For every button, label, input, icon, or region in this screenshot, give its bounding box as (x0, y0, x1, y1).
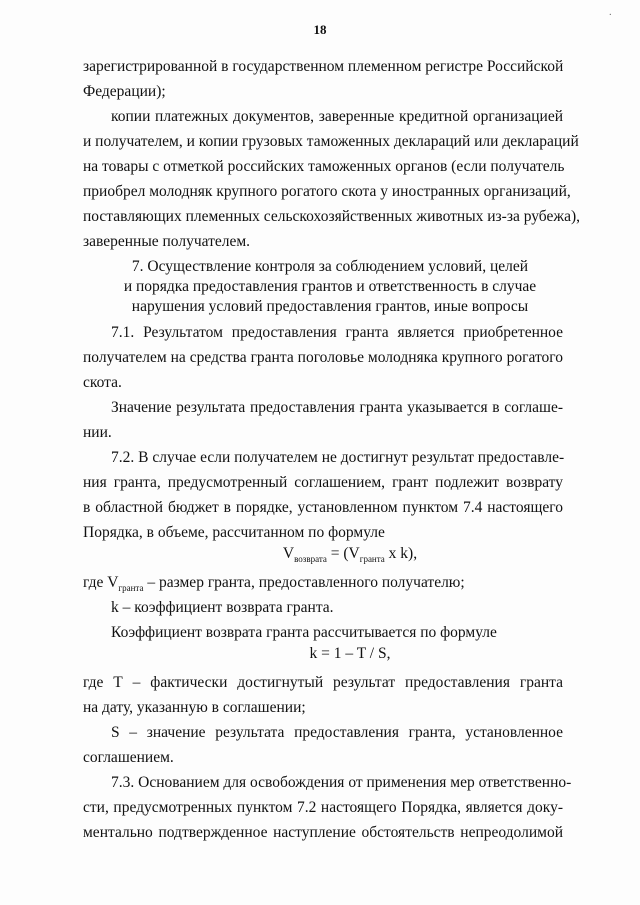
paragraph-7-2 (83, 445, 563, 545)
text-line: ментально подтвержденное наступление обстоятельств непреодолимой (83, 824, 563, 841)
text-line: на товары с отметкой российских таможенных органов (если получатель (83, 158, 565, 175)
paragraph-7-1 (83, 320, 563, 395)
text-line: ния гранта, предусмотренный соглашением, грант подлежит возврату (83, 474, 563, 491)
heading-line: 7. Осуществление контроля за соблюдением условий, целей (131, 258, 529, 275)
text-line: 7.3. Основанием для освобождения от применения мер ответственно- (111, 774, 572, 791)
text-line: k – коэффициент возврата гранта. (111, 599, 334, 616)
heading-line: нарушения условий предоставления грантов, иные вопросы (131, 298, 529, 315)
text-line: на дату, указанную в соглашении; (83, 699, 306, 716)
text-line: Коэффициент возврата гранта рассчитывается по формуле (111, 624, 497, 641)
text-line: S – значение результата предоставления гранта, установленное (111, 724, 563, 741)
page-number: 18 (313, 22, 327, 37)
formula-subscript: возврата (294, 554, 327, 565)
formula-part: x k), (384, 545, 418, 562)
paragraph-7-3 (83, 770, 572, 845)
coefficient-intro (83, 620, 563, 645)
definition-k (83, 595, 563, 620)
formula-part: = (V (326, 545, 360, 562)
formula-symbol: V (282, 545, 295, 562)
text-line: Значение результата предоставления гранта указывается в соглаше- (111, 399, 563, 416)
formula-subscript: гранта (118, 583, 144, 594)
definition-prefix: где V (83, 574, 119, 591)
text-line: Порядка, в объеме, рассчитанном по формуле (83, 524, 385, 541)
text-line: заверенные получателем. (83, 233, 251, 250)
heading-line: и порядка предоставления грантов и ответственность в случае (123, 278, 537, 295)
text-line: приобрел молодняк крупного рогатого скота у иностранных организаций, (83, 183, 571, 200)
text-line: зарегистрированной в государственном племенном регистре Российской (83, 58, 564, 75)
registry-paragraph (83, 54, 563, 104)
text-line: получателем на средства гранта поголовье молодняка крупного рогатого (83, 349, 563, 366)
text-line: соглашением. (83, 749, 174, 766)
section-heading (120, 257, 540, 317)
text-line: и получателем, и копии грузовых таможенных деклараций или деклараций (83, 133, 579, 150)
coefficient-formula: k = 1 – T / S, (309, 645, 391, 662)
text-line: где Т – фактически достигнутый результат предоставления гранта (83, 674, 563, 691)
text-line: копии платежных документов, заверенные кредитной организацией (111, 108, 563, 125)
paragraph-7-1-value (83, 395, 563, 445)
formula-subscript: гранта (359, 554, 385, 565)
text-line: сти, предусмотренных пунктом 7.2 настоящего Порядка, является доку- (83, 799, 563, 816)
text-line: Федерации); (83, 83, 166, 100)
text-line: 7.2. В случае если получателем не достигнут результат предоставле- (111, 449, 565, 466)
return-formula (0, 545, 640, 564)
payment-documents-paragraph (83, 104, 580, 254)
text-line: в областной бюджет в порядке, установленном пунктом 7.4 настоящего (83, 499, 563, 516)
text-line: поставляющих племенных сельскохозяйственных животных из-за рубежа), (83, 208, 580, 225)
scan-edge-mark: · (608, 10, 612, 21)
text-line: скота. (83, 374, 122, 391)
text-line: 7.1. Результатом предоставления гранта является приобретенное (111, 324, 563, 341)
definition-text: – размер гранта, предоставленного получателю; (143, 574, 465, 591)
text-line: нии. (83, 424, 112, 441)
definition-t (83, 670, 563, 720)
definition-s (83, 720, 563, 770)
